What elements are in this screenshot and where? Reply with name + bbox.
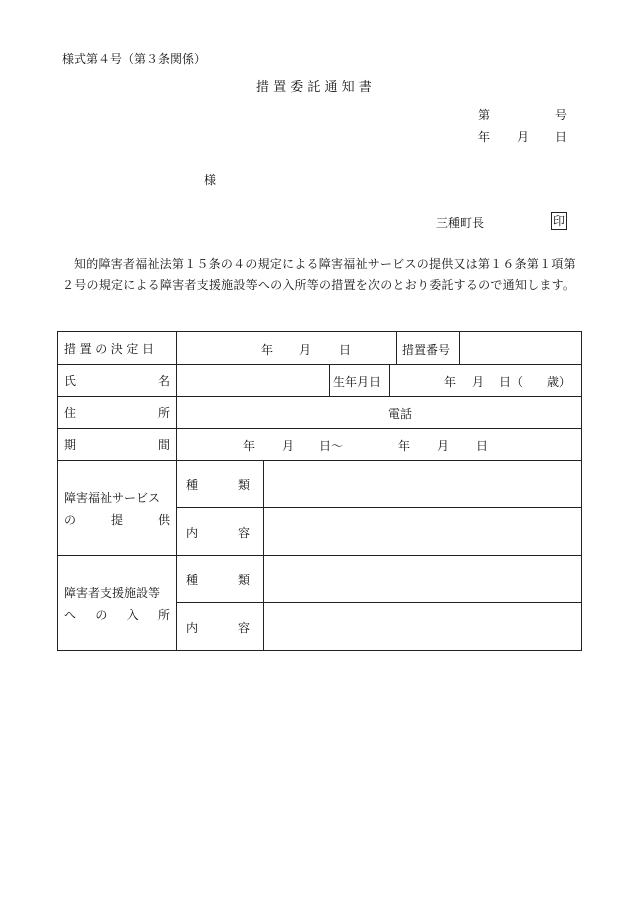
facility-label-char: の bbox=[95, 608, 108, 622]
period-label-2: 間 bbox=[157, 437, 170, 452]
facility-label-char: 入 bbox=[126, 608, 139, 622]
period-start-month: 月 bbox=[282, 439, 295, 453]
type-char: 種 bbox=[186, 478, 199, 492]
facility-content-field[interactable] bbox=[264, 603, 581, 650]
facility-type-field[interactable] bbox=[264, 555, 581, 602]
type-char: 種 bbox=[186, 573, 199, 587]
type-char: 類 bbox=[237, 573, 250, 587]
period-end-year: 年 bbox=[398, 439, 411, 453]
measure-number-field[interactable] bbox=[460, 332, 581, 364]
service-label-line2 bbox=[64, 511, 170, 528]
service-type-label bbox=[186, 476, 250, 493]
decision-day: 日 bbox=[339, 343, 352, 357]
period-start-day: 日～ bbox=[319, 439, 344, 453]
type-char: 類 bbox=[237, 478, 250, 492]
document-title: 措 置 委 託 通 知 書 bbox=[256, 80, 372, 95]
content-char: 内 bbox=[186, 621, 199, 635]
name-field[interactable] bbox=[177, 364, 329, 396]
service-label-char: 供 bbox=[157, 513, 170, 527]
row-name bbox=[58, 364, 581, 397]
period-label-1: 期 bbox=[64, 437, 77, 452]
address-label-2: 所 bbox=[157, 405, 170, 420]
service-content-label bbox=[186, 524, 250, 541]
address-label-1: 住 bbox=[64, 405, 77, 420]
content-char: 容 bbox=[237, 621, 250, 635]
facility-label-line1: 障害者支援施設等 bbox=[64, 586, 161, 600]
date-month-label: 月 bbox=[517, 130, 530, 144]
facility-label-line2 bbox=[64, 606, 170, 623]
facility-type-label bbox=[186, 571, 250, 588]
period-end-day: 日 bbox=[476, 439, 489, 453]
service-label-char: 提 bbox=[110, 513, 123, 527]
facility-label-char: 所 bbox=[157, 608, 170, 622]
measure-table bbox=[57, 331, 582, 651]
birth-day: 日（ bbox=[499, 375, 524, 389]
measure-number-label: 措置番号 bbox=[402, 343, 451, 357]
number-label-right: 号 bbox=[555, 108, 568, 122]
date-day-label: 日 bbox=[555, 130, 568, 144]
birthdate-label: 生年月日 bbox=[333, 375, 382, 389]
period-end-month: 月 bbox=[437, 439, 450, 453]
row-decision-date bbox=[58, 332, 581, 365]
service-label-char: の bbox=[64, 513, 77, 527]
phone-label: 電話 bbox=[388, 407, 413, 421]
service-label-line1: 障害福祉サービス bbox=[64, 491, 161, 505]
facility-content-label bbox=[186, 619, 250, 636]
number-label-left: 第 bbox=[478, 108, 491, 122]
name-label-2: 名 bbox=[157, 373, 170, 388]
recipient-suffix: 様 bbox=[204, 173, 217, 187]
content-char: 容 bbox=[237, 526, 250, 540]
row-period bbox=[58, 428, 581, 461]
issuer-name: 三種町長 bbox=[436, 216, 485, 230]
row-service bbox=[58, 460, 581, 556]
service-type-field[interactable] bbox=[264, 460, 581, 507]
address-field[interactable] bbox=[177, 396, 387, 428]
form-number: 様式第４号（第３条関係） bbox=[62, 52, 207, 66]
service-content-field[interactable] bbox=[264, 508, 581, 555]
row-facility bbox=[58, 555, 581, 650]
facility-label-char: へ bbox=[64, 608, 77, 622]
name-label-1: 氏 bbox=[64, 373, 77, 388]
date-year-label: 年 bbox=[478, 130, 491, 144]
row-address bbox=[58, 396, 581, 429]
seal-mark: 印 bbox=[553, 214, 566, 228]
period-start-year: 年 bbox=[243, 439, 256, 453]
content-char: 内 bbox=[186, 526, 199, 540]
decision-month: 月 bbox=[299, 343, 312, 357]
birth-year: 年 bbox=[444, 375, 457, 389]
birth-age: 歳） bbox=[547, 375, 572, 389]
decision-date-label: 措置の決定日 bbox=[64, 341, 158, 356]
birth-month: 月 bbox=[472, 375, 485, 389]
decision-year: 年 bbox=[261, 343, 274, 357]
body-paragraph: 知的障害者福祉法第１５条の４の規定による障害福祉サービスの提供又は第１６条第１項第２号の規定による障害者支援施設等への入所等の措置を次のとおり委託するので通知します。 bbox=[62, 257, 576, 292]
